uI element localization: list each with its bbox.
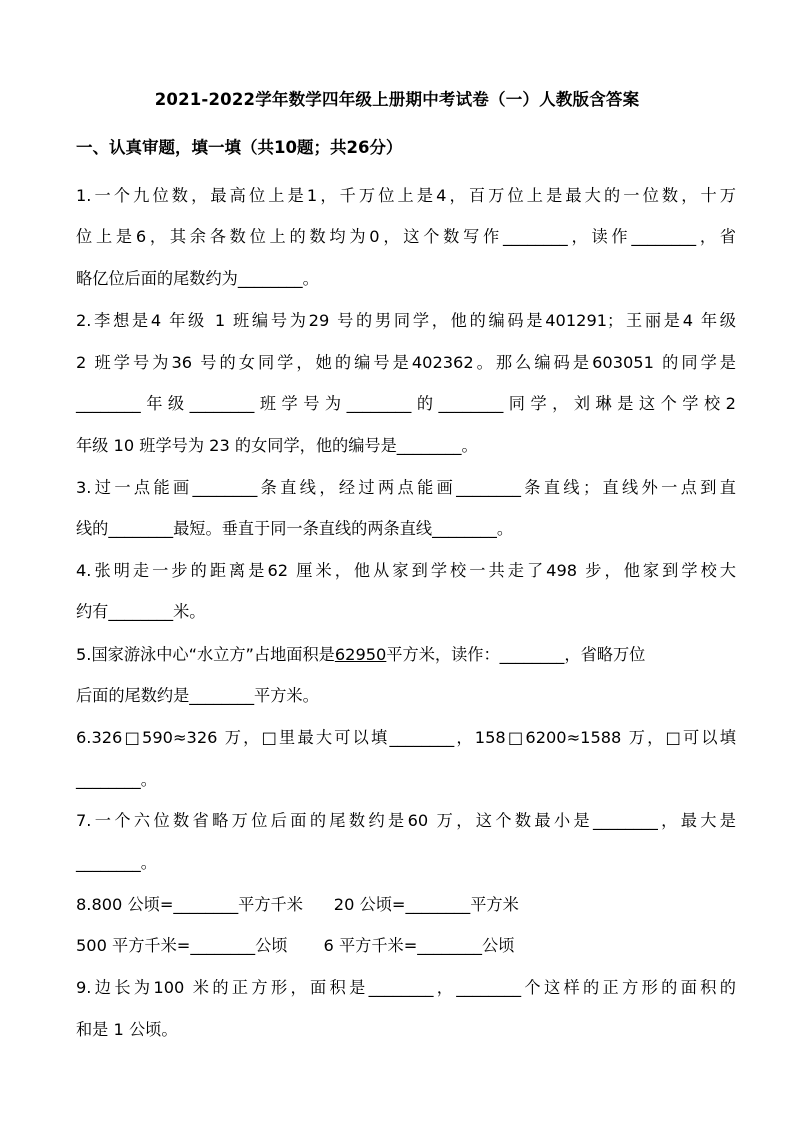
question-1-line-2: 位上是6，其余各数位上的数均为0，这个数写作________，读作________，省 bbox=[76, 227, 736, 246]
question-4-line-1: 4.张明走一步的距离是62 厘米，他从家到学校一共走了498 步，他家到学校大 bbox=[76, 561, 736, 580]
question-2-line-2: 2 班学号为36 号的女同学，她的编号是402362。那么编码是603051 的同学是 bbox=[76, 353, 736, 372]
question-9-line-1: 9.边长为100 米的正方形，面积是________，________个这样的正方形的面积的 bbox=[76, 978, 736, 997]
question-4-line-2: 约有________米。 bbox=[76, 602, 206, 621]
question-5-text-after: 平方米，读作：________，省略万位 bbox=[386, 645, 646, 664]
question-1-line-1: 1.一个九位数，最高位上是1，千万位上是4，百万位上是最大的一位数，十万 bbox=[76, 186, 736, 205]
question-1-line-3: 略亿位后面的尾数约为________。 bbox=[76, 269, 319, 288]
question-8-line-2: 500 平方千米=________公顷 6 平方千米=________公顷 bbox=[76, 936, 515, 955]
question-2-line-3: ________年级________班学号为________的________同学，刘琳是这个学校2 bbox=[76, 394, 736, 413]
question-7-line-1: 7.一个六位数省略万位后面的尾数约是60 万，这个数最小是________，最大是 bbox=[76, 811, 736, 830]
question-7-line-2: ________。 bbox=[76, 853, 157, 872]
question-3-line-1: 3.过一点能画________条直线，经过两点能画________条直线；直线外一点到直 bbox=[76, 478, 736, 497]
question-3-line-2: 线的________最短。垂直于同一条直线的两条直线________。 bbox=[76, 519, 514, 538]
question-5-line-2: 后面的尾数约是________平方米。 bbox=[76, 686, 319, 705]
page-title: 2021-2022学年数学四年级上册期中考试卷（一）人教版含答案 bbox=[154, 90, 640, 109]
question-8-line-1: 8.800 公顷=________平方千米 20 公顷=________平方米 bbox=[76, 895, 519, 914]
question-9-line-2: 和是 1 公顷。 bbox=[76, 1020, 178, 1039]
question-5-line-1 bbox=[76, 644, 736, 666]
question-6-line-2: ________。 bbox=[76, 770, 157, 789]
question-5-area-number: 62950 bbox=[334, 645, 387, 664]
question-5-text-before: 5.国家游泳中心“水立方”占地面积是 bbox=[76, 645, 335, 664]
question-6-line-1: 6.326□590≈326 万，□里最大可以填________，158□6200≈1588 万，□可以填 bbox=[76, 728, 736, 747]
question-2-line-1: 2.李想是4 年级 1 班编号为29 号的男同学，他的编码是401291；王丽是4 年级 bbox=[76, 311, 736, 330]
question-2-line-4: 年级 10 班学号为 23 的女同学，他的编号是________。 bbox=[76, 436, 478, 455]
section-heading: 一、认真审题，填一填（共10题；共26分） bbox=[76, 138, 403, 157]
